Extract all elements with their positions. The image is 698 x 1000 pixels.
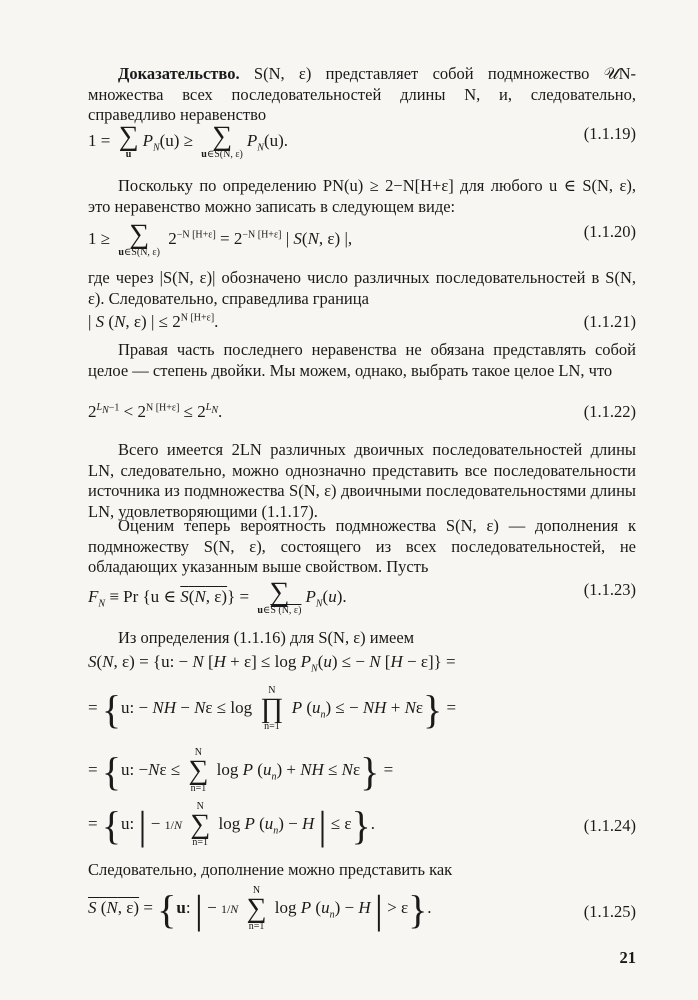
equation-1-1-22 <box>88 402 636 432</box>
paragraph-8: Следовательно, дополнение можно представить как <box>88 860 453 879</box>
formula-1-1-24-line4: = {u: | − 1/N N ∑ n=1 log P $(u_n) - H$ | ≤ ε}. <box>88 801 375 848</box>
equation-number: (1.1.22) <box>583 402 636 421</box>
equation-1-1-24-line3 <box>88 748 636 798</box>
paragraph-4: Правая часть последнего неравенства не обязана представлять собой целое — степень двойки. Мы можем, однако, выбрать такое целое LN, что <box>88 340 636 380</box>
proof-heading: Доказательство. <box>118 64 240 83</box>
equation-1-1-19 <box>88 121 636 160</box>
formula-1-1-24-line1: S(N, ε) = {u: − N $[H + \varepsilon] \le \log P_N(u)$ ≤ − N [H − ε]} = <box>88 652 456 675</box>
paragraph-7: Из определения (1.1.16) для S(N, ε) имеем <box>118 628 415 647</box>
equation-1-1-21 <box>88 312 636 342</box>
formula-1-1-24-line2: = {u: − NH − Nε ≤ log N ∏ n=1 P $(u_n)$ ≤ − NH + Nε} = <box>88 685 457 732</box>
page-number: 21 <box>619 948 636 967</box>
paragraph-3: где через |S(N, ε)| обозначено число различных последовательностей в S(N, ε). Следовательно, справедлива граница <box>88 268 636 308</box>
equation-number: (1.1.19) <box>583 124 636 143</box>
paragraph-6: Оценим теперь вероятность подмножества S(N, ε) — дополнения к подмножеству S(N, ε), состоящего из всех последовательностей, не обладающих указанным выше свойством. Пусть <box>88 516 636 576</box>
equation-number: (1.1.25) <box>583 902 636 921</box>
paragraph-proof <box>88 64 636 126</box>
formula-1-1-20: 1 ≥ ∑ u∈S(N, ε) $2^{-N [H+\varepsilon]} = 2^{-N [H+\varepsilon]}$ | S(N, ε) |, <box>88 219 353 258</box>
equation-number: (1.1.24) <box>583 816 636 835</box>
equation-1-1-24-line4 <box>88 802 636 852</box>
formula-1-1-25: S (N, ε) = {u: | − 1/N N ∑ n=1 log P $(u_n) - H$ | > ε}. <box>88 885 432 932</box>
paragraph-5: Всего имеется 2LN различных двоичных последовательностей длины LN, следовательно, можно однозначно представить все последовательности источника из подмножества S(N, ε) двоичными последовательностями длины LN, удовлетворяющими (1.1.17). <box>88 440 636 521</box>
formula-1-1-22: $2^{L_N-1} < 2^{N [H+\varepsilon]} \le 2^{L_N}$. <box>88 402 223 421</box>
equation-1-1-20 <box>88 219 636 258</box>
equation-number: (1.1.20) <box>583 222 636 241</box>
formula-1-1-23: $F_N \equiv Pr$ {u ∈ S(N, ε)} = ∑ u∈S (N, ε) $P_N(u)$. <box>88 577 347 616</box>
equation-1-1-24-line2 <box>88 686 636 736</box>
formula-1-1-21: | S (N, ε) | ≤ $2^{N [H+\varepsilon]}$. <box>88 312 219 331</box>
equation-1-1-25 <box>88 886 636 940</box>
paragraph-2: Поскольку по определению PN(u) ≥ 2−N[H+ε] для любого u ∈ S(N, ε), это неравенство можно записать в следующем виде: <box>88 176 636 216</box>
formula-1-1-24-line3: = {u: −Nε ≤ N ∑ n=1 log P $(u_n)$ + NH ≤ Nε} = <box>88 747 394 794</box>
proof-text: S(N, ε) представляет собой подмножество 𝒰N-множества всех последовательностей длины N, и, следовательно, справедливо неравенство <box>88 64 636 124</box>
formula-1-1-19: 1 = ∑ u $P_N(u)$ ≥ ∑ u∈S(N, ε) $P_N(u)$. <box>88 121 289 160</box>
equation-number: (1.1.23) <box>583 580 636 599</box>
equation-1-1-23 <box>88 577 636 616</box>
equation-number: (1.1.21) <box>583 312 636 331</box>
equation-1-1-24-line1 <box>88 652 636 682</box>
